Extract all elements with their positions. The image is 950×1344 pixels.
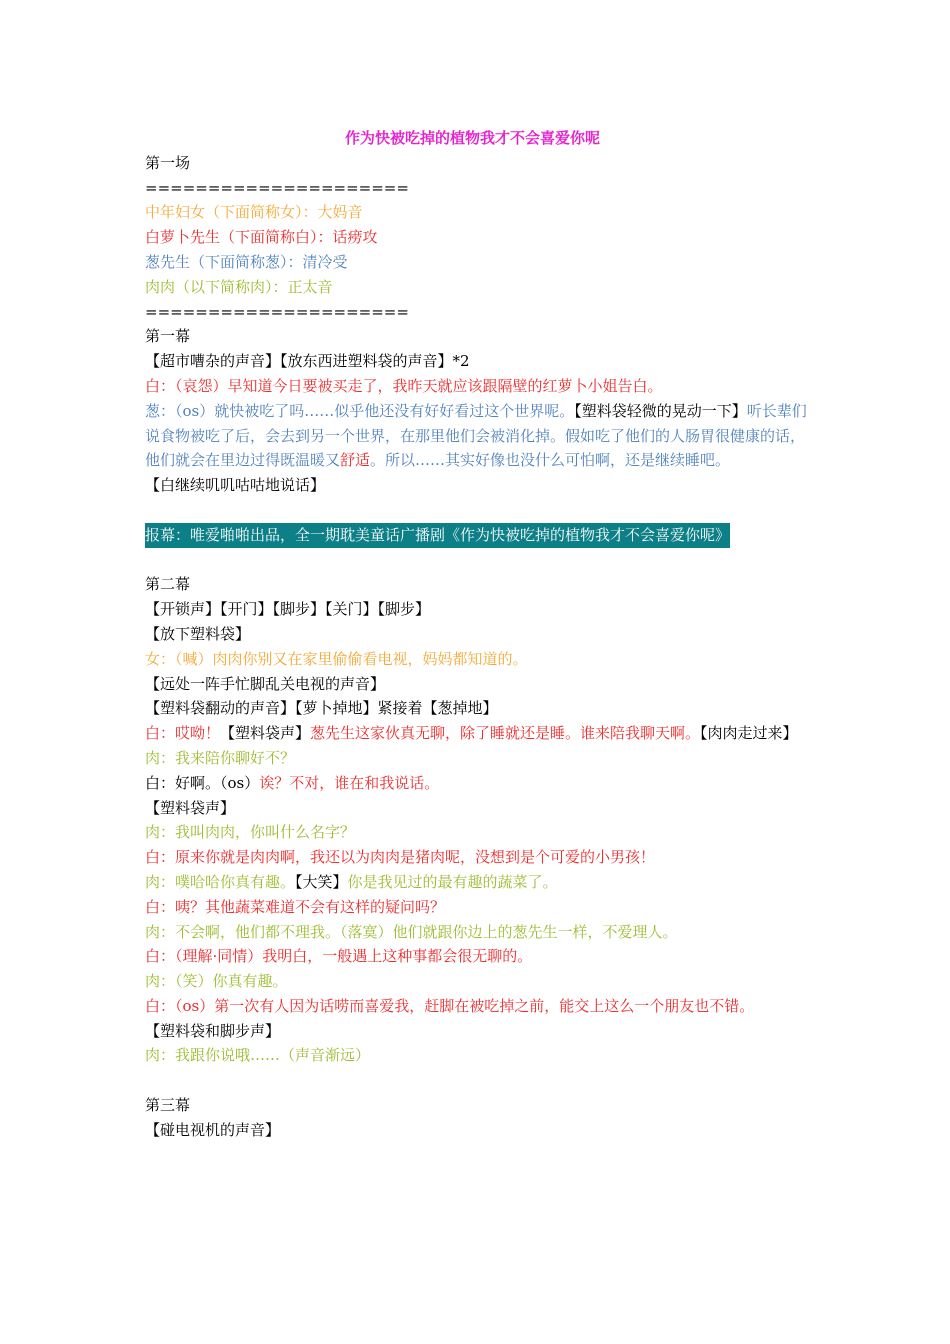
divider: ===================== [145, 178, 409, 197]
act2-heading: 第二幕 [145, 575, 191, 594]
dialogue-bai: 白：咦？其他蔬菜难道不会有这样的疑问吗？ [145, 897, 446, 916]
sound-effect: 【肉肉走过来】 [700, 724, 798, 743]
sound-effect: 【超市嘈杂的声音】【放东西进塑料袋的声音】*2 [145, 352, 470, 371]
dialogue-text: 听长辈们说食物被吃了后，会去到另一个世界，在那里他们会被消化掉。假如吃了他们的人肠胃很健康的话，他们就会在里边过得既温暖又 [145, 401, 807, 470]
sound-effect: 【大笑】 [295, 872, 348, 891]
sound-effect: 【塑料袋翻动的声音】【萝卜掉地】紧接着【葱掉地】 [145, 699, 498, 718]
dialogue-text: 你是我见过的最有趣的蔬菜了。 [347, 872, 558, 891]
document-title: 作为快被吃掉的植物我才不会喜爱你呢 [344, 129, 600, 147]
dialogue-bai: 白：（os）第一次有人因为话唠而喜爱我，赶脚在被吃掉之前，能交上这么一个朋友也不错。 [145, 996, 755, 1015]
dialogue-rou: 肉：我叫肉肉，你叫什么名字？ [145, 823, 356, 842]
sound-effect: 【白继续叽叽咕咕地说话】 [145, 476, 326, 495]
sound-effect: 【碰电视机的声音】 [145, 1120, 281, 1139]
act3-heading: 第三幕 [145, 1096, 191, 1115]
cast-bai: 白萝卜先生（下面简称白）：话痨攻 [145, 228, 378, 247]
dialogue-text: 舒适 [340, 451, 371, 470]
act1-heading: 第一幕 [145, 327, 191, 346]
dialogue-text: 诶？不对，谁在和我说话。 [259, 773, 440, 792]
sound-effect: 【塑料袋和脚步声】 [145, 1021, 281, 1040]
sound-effect: 【塑料袋声】 [220, 724, 311, 743]
cast-woman: 中年妇女（下面简称女）：大妈音 [145, 203, 363, 222]
dialogue-bai: 白：（理解·同情）我明白，一般遇上这种事都会很无聊的。 [145, 947, 533, 966]
divider: ===================== [145, 302, 409, 321]
cast-cong: 葱先生（下面简称葱）：清冷受 [145, 252, 348, 271]
dialogue-text: 葱：（os）就快被吃了吗……似乎他还没有好好看过这个世界呢。 [145, 401, 575, 420]
sound-effect: 【远处一阵手忙脚乱关电视的声音】 [145, 674, 386, 693]
sound-effect: 【塑料袋声】 [145, 798, 236, 817]
dialogue-rou: 肉：（笑）你真有趣。 [145, 972, 288, 991]
sound-effect: 【放下塑料袋】 [145, 624, 251, 643]
sound-effect: 【开锁声】【开门】【脚步】【关门】【脚步】 [145, 600, 431, 619]
document-page [145, 126, 810, 1143]
dialogue-text: 葱先生这家伙真无聊，除了睡就还是睡。谁来陪我聊天啊。 [310, 724, 701, 743]
scene-heading: 第一场 [145, 153, 191, 172]
sound-effect: 【塑料袋轻微的晃动一下】 [574, 401, 747, 420]
dialogue-text: 白：好啊。（os） [145, 773, 260, 792]
dialogue-bai [145, 771, 810, 796]
dialogue-bai: 白：（哀怨）早知道今日要被买走了，我昨天就应该跟隔壁的红萝卜小姐告白。 [145, 376, 663, 395]
dialogue-rou: 肉：我来陪你聊好不？ [145, 748, 296, 767]
dialogue-rou [145, 870, 810, 895]
dialogue-text: 肉：噗哈哈你真有趣。 [145, 872, 296, 891]
dialogue-text: 白：哎呦！ [145, 724, 221, 743]
announcement-banner: 报幕：唯爱啪啪出品，全一期耽美童话广播剧《作为快被吃掉的植物我才不会喜爱你呢》 [145, 523, 730, 548]
dialogue-cong [145, 399, 810, 473]
dialogue-bai [145, 721, 810, 746]
dialogue-rou: 肉：不会啊，他们都不理我。（落寞）他们就跟你边上的葱先生一样，不爱理人。 [145, 922, 678, 941]
cast-rou: 肉肉（以下简称肉）：正太音 [145, 277, 333, 296]
dialogue-bai: 白：原来你就是肉肉啊，我还以为肉肉是猪肉呢，没想到是个可爱的小男孩！ [145, 848, 656, 867]
dialogue-rou: 肉：我跟你说哦……（声音渐远） [145, 1046, 371, 1065]
dialogue-woman: 女：（喊）肉肉你别又在家里偷偷看电视，妈妈都知道的。 [145, 649, 528, 668]
dialogue-text: 。所以……其实好像也没什么可怕啊，还是继续睡吧。 [370, 451, 731, 470]
